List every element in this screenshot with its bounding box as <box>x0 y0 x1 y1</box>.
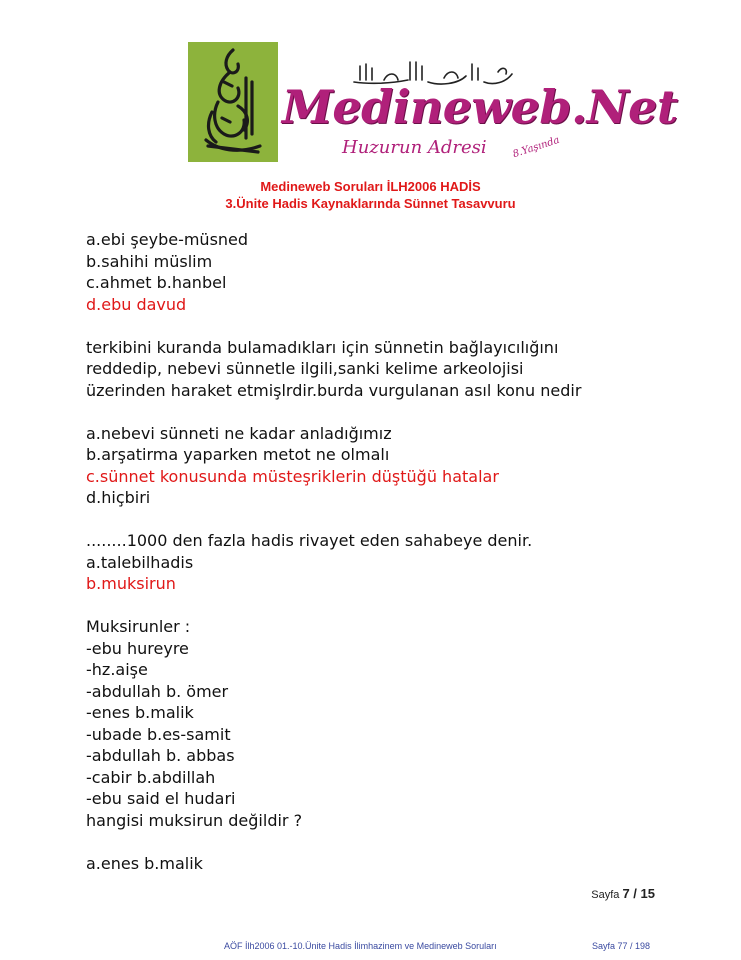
text-line: a.enes b.malik <box>86 853 203 873</box>
text-line: -ebu said el hudari <box>86 789 236 808</box>
text-line <box>86 595 706 617</box>
text-line <box>86 509 706 531</box>
page-number-label: Sayfa <box>591 889 620 901</box>
answer-line: b.muksirun <box>86 574 176 593</box>
text-line: -ubade b.es-samit <box>86 724 231 744</box>
text-line <box>86 401 706 423</box>
text-line: terkibini kuranda bulamadıkları için sünnetin bağlayıcılığını <box>86 337 559 357</box>
page-number-total: 15 <box>640 886 655 901</box>
text-line: ........1000 den fazla hadis rivayet eden sahabeye denir. <box>86 531 533 550</box>
document-body <box>86 229 706 874</box>
brand-name: Medineweb.Net <box>282 80 678 134</box>
answer-line: c.sünnet konusunda müsteşriklerin düştüğü hatalar <box>86 466 499 486</box>
text-line: c.ahmet b.hanbel <box>86 273 227 292</box>
text-line: -ebu hureyre <box>86 638 189 658</box>
page-number-current: 7 <box>622 886 630 901</box>
page-number-separator: / <box>629 886 641 901</box>
text-line: d.hiçbiri <box>86 488 151 507</box>
footer-source: AÖF İlh2006 01.-10.Ünite Hadis İlimhazinem ve Medineweb Soruları <box>224 941 497 951</box>
text-line: a.talebilhadis <box>86 552 194 572</box>
page-number <box>591 886 655 901</box>
answer-line: d.ebu davud <box>86 294 187 314</box>
text-line: -hz.aişe <box>86 660 148 679</box>
text-line: -enes b.malik <box>86 703 194 722</box>
calligraphy-icon <box>188 42 278 162</box>
header-subtitle: 3.Ünite Hadis Kaynaklarında Sünnet Tasavvuru <box>225 196 516 211</box>
text-line: üzerinden haraket etmişlrdir.burda vurgulanan asıl konu nedir <box>86 380 582 400</box>
text-line: a.nebevi sünneti ne kadar anladığımız <box>86 423 392 443</box>
text-line: -abdullah b. ömer <box>86 681 229 701</box>
header-title: Medineweb Soruları İLH2006 HADİS <box>260 179 481 194</box>
text-line: hangisi muksirun değildir ? <box>86 810 303 830</box>
brand-tagline: Huzurun Adresi <box>342 137 487 158</box>
text-line <box>86 831 706 853</box>
text-line: Muksirunler : <box>86 617 191 636</box>
brand-year-badge: 8.Yaşında <box>511 134 561 161</box>
text-line: b.arşatirma yaparken metot ne olmalı <box>86 445 390 464</box>
logo-calligraphy <box>188 42 278 162</box>
text-line <box>86 315 706 337</box>
text-line: -abdullah b. abbas <box>86 746 235 765</box>
text-line: b.sahihi müslim <box>86 251 213 271</box>
footer-page-counter: Sayfa 77 / 198 <box>592 941 651 951</box>
text-line: a.ebi şeybe-müsned <box>86 230 249 249</box>
document-header <box>0 178 741 212</box>
text-line: -cabir b.abdillah <box>86 767 216 787</box>
text-line: reddedip, nebevi sünnetle ilgili,sanki kelime arkeolojisi <box>86 359 524 378</box>
